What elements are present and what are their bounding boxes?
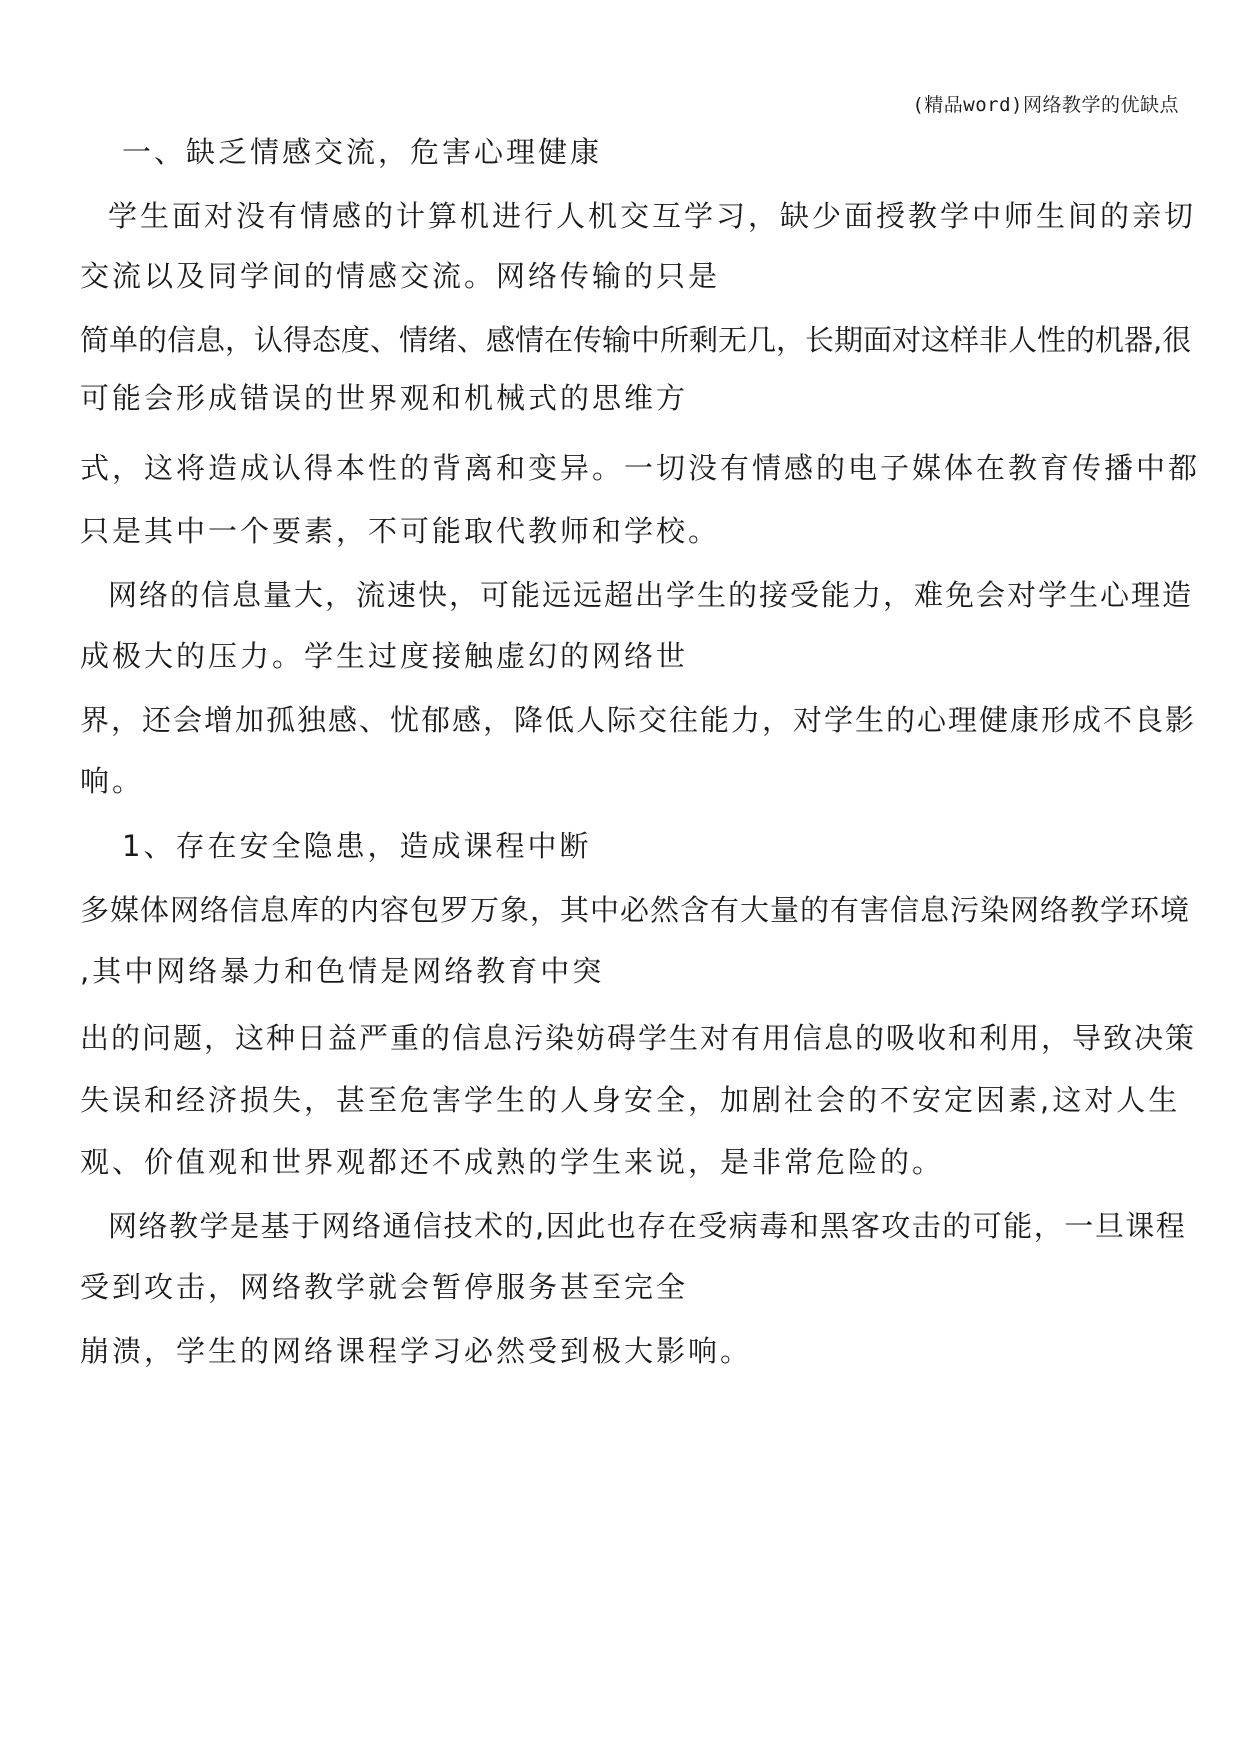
paragraph-line: 式，这将造成认得本性的背离和变异。一切没有情感的电子媒体在教育传播中都 bbox=[80, 451, 1201, 485]
paragraph-line: 出的问题，这种日益严重的信息污染妨碍学生对有用信息的吸收和利用，导致决策 bbox=[80, 1021, 1197, 1055]
paragraph-line: ,其中网络暴力和色情是网络教育中突 bbox=[80, 954, 605, 988]
paragraph-line: 学生面对没有情感的计算机进行人机交互学习，缺少面授教学中师生间的亲切 bbox=[108, 199, 1197, 233]
paragraph-line: 多媒体网络信息库的内容包罗万象，其中必然含有大量的有害信息污染网络教学环境 bbox=[80, 893, 1191, 927]
paragraph-line: 交流以及同学间的情感交流。网络传输的只是 bbox=[80, 259, 721, 293]
paragraph-line: 只是其中一个要素，不可能取代教师和学校。 bbox=[80, 514, 721, 548]
section-heading: 1、存在安全隐患，造成课程中断 bbox=[122, 829, 592, 863]
paragraph-line: 失误和经济损失，甚至危害学生的人身安全，加剧社会的不安定因素,这对人生 bbox=[80, 1083, 1181, 1117]
running-header: (精品word)网络教学的优缺点 bbox=[912, 94, 1179, 116]
paragraph-line: 简单的信息，认得态度、情绪、感情在传输中所剩无几，长期面对这样非人性的机器,很 bbox=[80, 323, 1192, 357]
paragraph-line: 界，还会增加孤独感、忧郁感，降低人际交往能力，对学生的心理健康形成不良影 bbox=[80, 703, 1197, 737]
paragraph-line: 观、价值观和世界观都还不成熟的学生来说，是非常危险的。 bbox=[80, 1145, 945, 1179]
paragraph-line: 网络的信息量大，流速快，可能远远超出学生的接受能力，难免会对学生心理造 bbox=[108, 578, 1194, 612]
paragraph-line: 响。 bbox=[80, 764, 145, 798]
section-heading: 一、缺乏情感交流，危害心理健康 bbox=[122, 135, 603, 169]
paragraph-line: 可能会形成错误的世界观和机械式的思维方 bbox=[80, 381, 689, 415]
paragraph-line: 网络教学是基于网络通信技术的,因此也存在受病毒和黑客攻击的可能，一旦课程 bbox=[108, 1209, 1187, 1243]
paragraph-line: 成极大的压力。学生过度接触虚幻的网络世 bbox=[80, 639, 689, 673]
paragraph-line: 崩溃，学生的网络课程学习必然受到极大影响。 bbox=[80, 1334, 753, 1368]
paragraph-line: 受到攻击，网络教学就会暂停服务甚至完全 bbox=[80, 1270, 689, 1304]
